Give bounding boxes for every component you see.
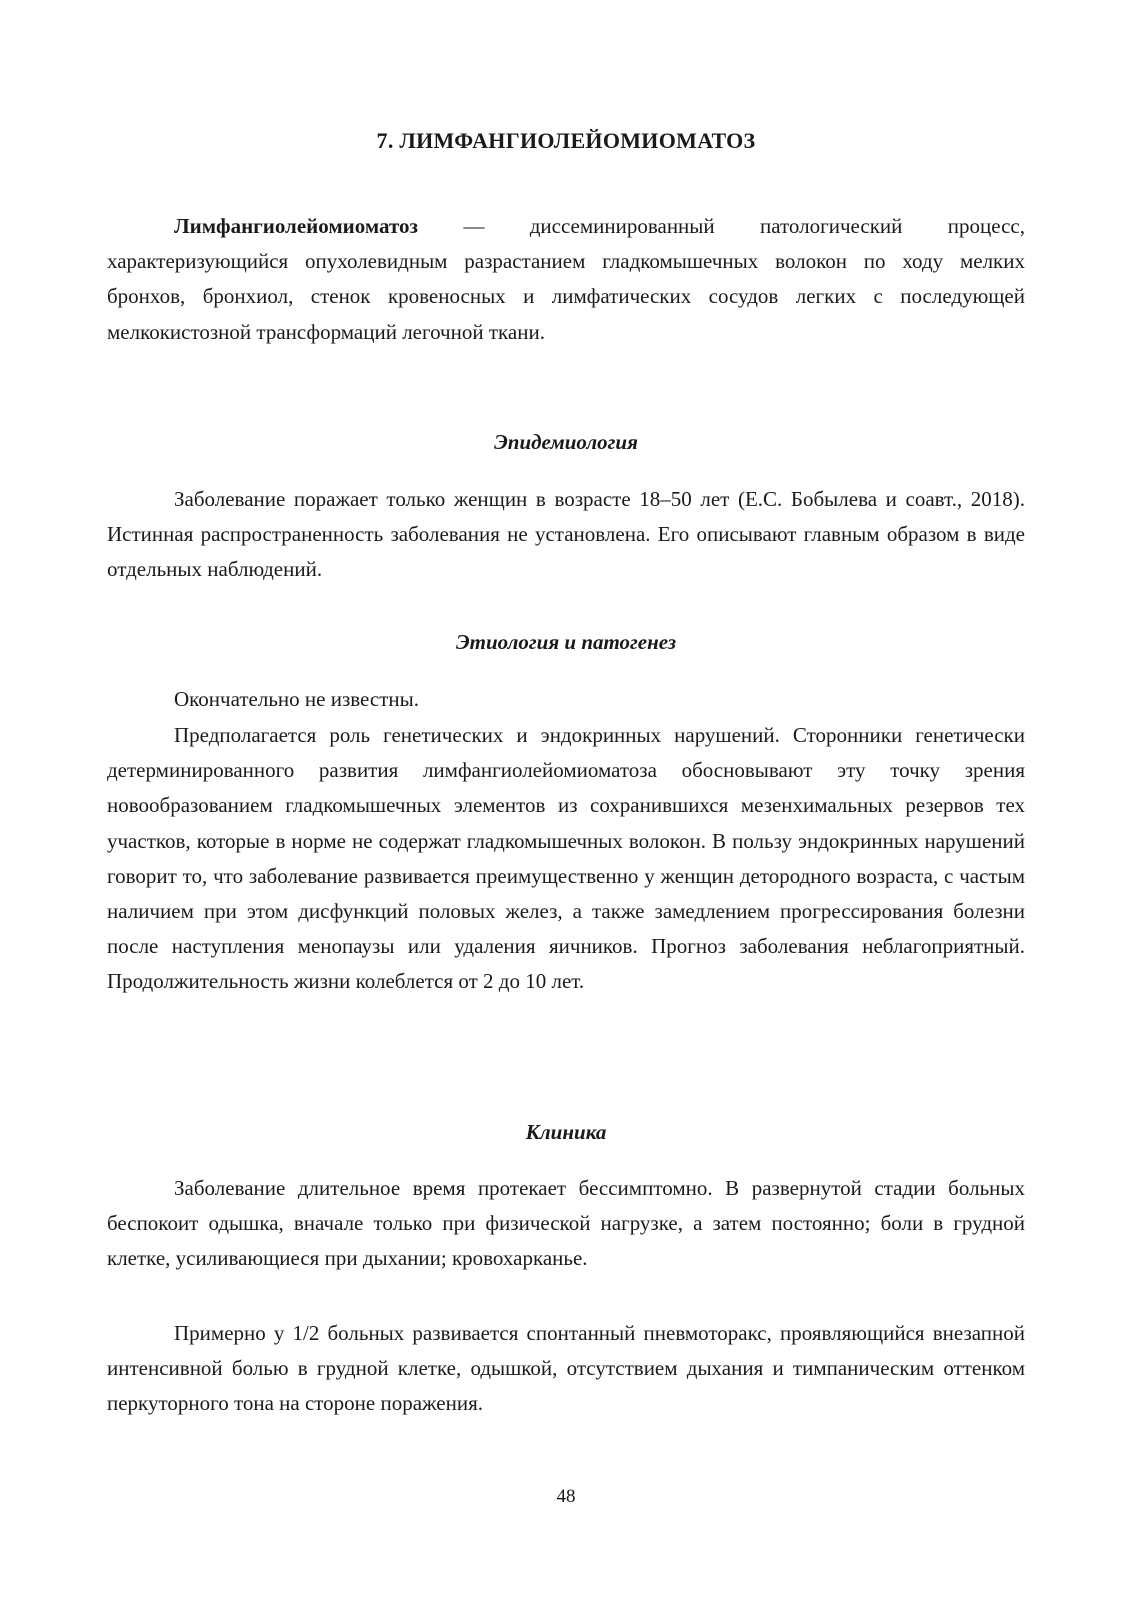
definition-paragraph: [107, 209, 1025, 350]
etiology-paragraph-2: Предполагается роль генетических и эндокринных нарушений. Сторонники генетически детерминированного развития лимфангиолейомиоматоза обосновывают эту точку зрения новообразованием гладкомышечных элементов из сохранившихся мезенхимальных резервов тех участков, которые в норме не содержат гладкомышечных волокон. В пользу эндокринных нарушений говорит то, что заболевание развивается преимущественно у женщин детородного возраста, с частым наличием при этом дисфункций половых желез, а также замедлением прогрессирования болезни после наступления менопаузы или удаления яичников. Прогноз заболевания неблагоприятный. Продолжительность жизни колеблется от 2 до 10 лет.: [107, 723, 1025, 994]
etiology-paragraph-1: Окончательно не известны.: [174, 687, 419, 711]
definition-text: — диссеминированный патологический процесс, характеризующийся опухолевидным разрастанием гладкомышечных волокон по ходу мелких бронхов, бронхиол, стенок кровеносных и лимфатических сосудов легких с последующей мелкокистозной трансформаций легочной ткани.: [107, 214, 1025, 344]
epidemiology-paragraph: Заболевание поражает только женщин в возрасте 18–50 лет (Е.С. Бобылева и соавт., 2018). Истинная распространенность заболевания не установлена. Его описывают главным образом в виде отдельных наблюдений.: [107, 487, 1025, 582]
section-heading-clinic: Клиника: [525, 1120, 607, 1144]
section-heading-etiology: Этиология и патогенез: [455, 630, 677, 654]
clinic-paragraph-2: Примерно у 1/2 больных развивается спонтанный пневмоторакс, проявляющийся внезапной интенсивной болью в грудной клетке, одышкой, отсутствием дыхания и тимпаническим оттенком перкуторного тона на стороне поражения.: [107, 1321, 1025, 1416]
page-number: 48: [556, 1486, 576, 1507]
clinic-paragraph-1: Заболевание длительное время протекает бессимптомно. В развернутой стадии больных беспокоит одышка, вначале только при физической нагрузке, а затем постоянно; боли в грудной клетке, усиливающиеся при дыхании; кровохарканье.: [107, 1176, 1025, 1271]
chapter-title: 7. ЛИМФАНГИОЛЕЙОМИОМАТОЗ: [376, 128, 756, 153]
definition-term: Лимфангиолейомиоматоз: [174, 214, 418, 238]
section-heading-epidemiology: Эпидемиология: [494, 430, 638, 454]
